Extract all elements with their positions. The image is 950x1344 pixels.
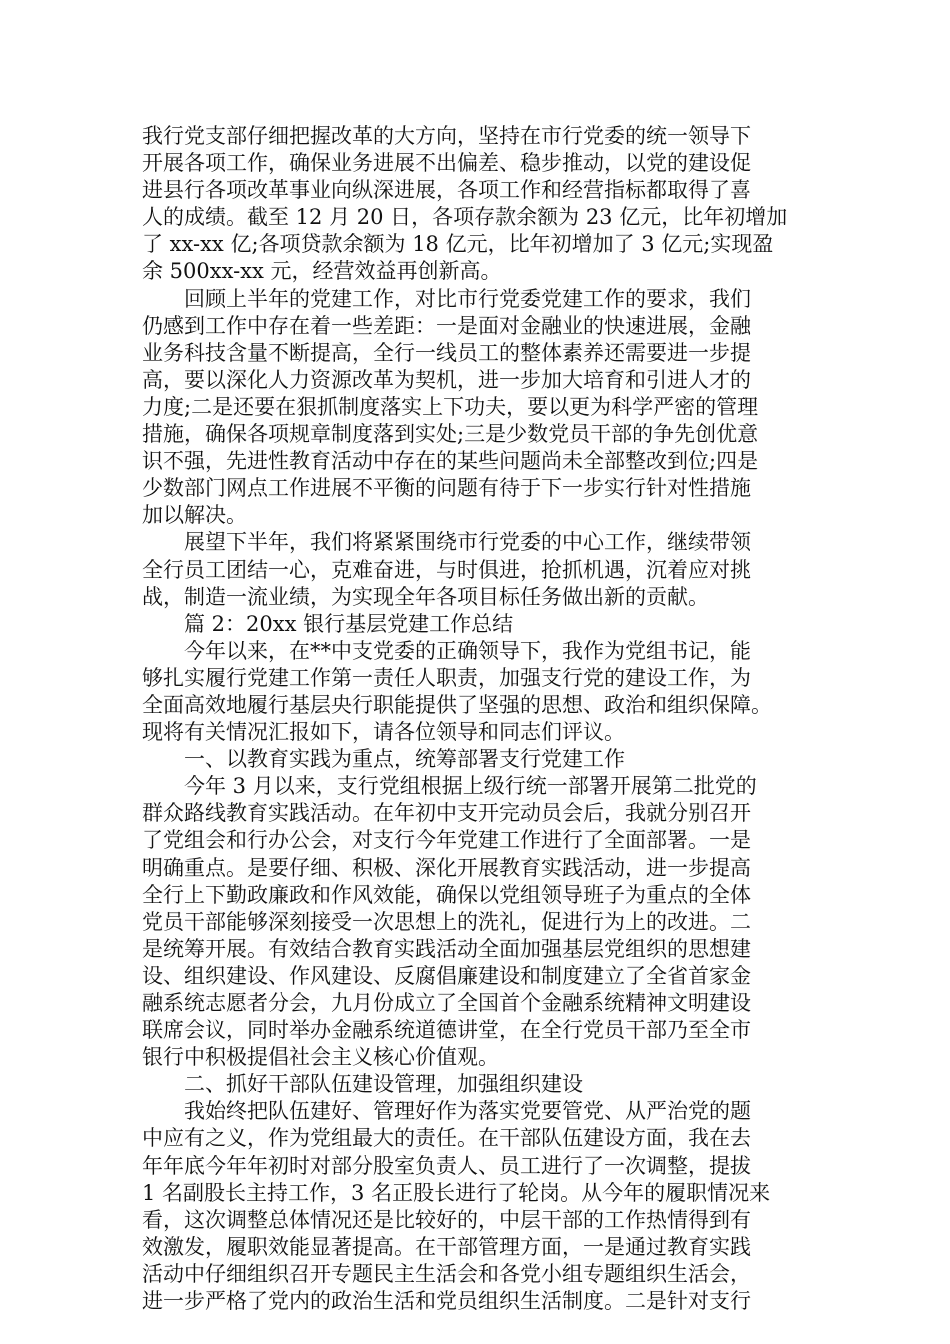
text-line: 今年 3 月以来，支行党组根据上级行统一部署开展第二批党的 (142, 774, 757, 799)
text-line: 融系统志愿者分会，九月份成立了全国首个金融系统精神文明建设 (142, 991, 751, 1015)
text-line: 力度;二是还要在狠抓制度落实上下功夫，要以更为科学严密的管理 (142, 394, 759, 419)
text-line: 识不强，先进性教育活动中存在的某些问题尚未全部整改到位;四是 (142, 449, 759, 474)
text-line: 中应有之义，作为党组最大的责任。在干部队伍建设方面，我在去 (142, 1126, 751, 1151)
text-line: 加以解决。 (142, 503, 247, 528)
text-line: 措施，确保各项规章制度落到实处;三是少数党员干部的争先创优意 (142, 422, 759, 447)
text-line: 现将有关情况汇报如下，请各位领导和同志们评议。 (142, 720, 625, 745)
text-line: 进一步严格了党内的政治生活和党员组织生活制度。二是针对支行 (142, 1289, 751, 1314)
text-line: 我始终把队伍建好、管理好作为落实党要管党、从严治党的题 (142, 1099, 751, 1124)
text-line: 联席会议，同时举办金融系统道德讲堂，在全行党员干部乃至全市 (142, 1018, 751, 1043)
text-line: 一、以教育实践为重点，统筹部署支行党建工作 (142, 747, 625, 772)
text-line: 银行中积极提倡社会主义核心价值观。 (142, 1045, 499, 1070)
text-line: 明确重点。是要仔细、积极、深化开展教育实践活动，进一步提高 (142, 855, 751, 880)
text-line: 人的成绩。截至 12 月 20 日，各项存款余额为 23 亿元，比年初增加 (142, 205, 788, 230)
text-line: 党员干部能够深刻接受一次思想上的洗礼，促进行为上的改进。二 (142, 909, 751, 934)
text-line: 回顾上半年的党建工作，对比市行党委党建工作的要求，我们 (142, 286, 751, 311)
text-line: 仍感到工作中存在着一些差距：一是面对金融业的快速进展，金融 (142, 313, 751, 338)
text-line: 我行党支部仔细把握改革的大方向，坚持在市行党委的统一领导下 (142, 124, 751, 148)
text-line: 全行上下勤政廉政和作风效能，确保以党组领导班子为重点的全体 (142, 882, 751, 907)
text-line: 今年以来，在**中支党委的正确领导下，我作为党组书记，能 (142, 638, 751, 663)
text-line: 够扎实履行党建工作第一责任人职责，加强支行党的建设工作，为 (142, 665, 751, 690)
text-line: 看，这次调整总体情况还是比较好的，中层干部的工作热情得到有 (142, 1207, 751, 1232)
text-line: 开展各项工作，确保业务进展不出偏差、稳步推动，以党的建设促 (142, 151, 751, 176)
text-line: 业务科技含量不断提高，全行一线员工的整体素养还需要进一步提 (142, 340, 751, 365)
text-line: 余 500xx-xx 元，经营效益再创新高。 (142, 259, 502, 284)
text-line: 年年底今年年初时对部分股室负责人、员工进行了一次调整，提拔 (142, 1153, 751, 1178)
text-line: 活动中仔细组织召开专题民主生活会和各党小组专题组织生活会， (142, 1261, 751, 1286)
document-body (142, 123, 814, 1315)
text-line: 进县行各项改革事业向纵深进展，各项工作和经营指标都取得了喜 (142, 178, 751, 203)
text-line: 了党组会和行办公会，对支行今年党建工作进行了全面部署。一是 (142, 828, 751, 853)
text-line: 二、抓好干部队伍建设管理，加强组织建设 (142, 1072, 583, 1097)
text-line: 少数部门网点工作进展不平衡的问题有待于下一步实行针对性措施 (142, 476, 751, 501)
text-line: 设、组织建设、作风建设、反腐倡廉建设和制度建立了全省首家金 (142, 963, 751, 988)
text-line: 了 xx-xx 亿;各项贷款余额为 18 亿元，比年初增加了 3 亿元;实现盈 (142, 232, 774, 257)
text-line: 1 名副股长主持工作，3 名正股长进行了轮岗。从今年的履职情况来 (142, 1180, 771, 1205)
text-line: 战，制造一流业绩，为实现全年各项目标任务做出新的贡献。 (142, 584, 709, 609)
text-line: 全面高效地履行基层央行职能提供了坚强的思想、政治和组织保障。 (142, 692, 772, 717)
text-line: 效激发，履职效能显著提高。在干部管理方面，一是通过教育实践 (142, 1234, 751, 1259)
text-line: 高，要以深化人力资源改革为契机，进一步加大培育和引进人才的 (142, 367, 751, 392)
text-line: 群众路线教育实践活动。在年初中支开完动员会后，我就分别召开 (142, 801, 751, 826)
text-line: 篇 2：20xx 银行基层党建工作总结 (142, 611, 514, 636)
text-line: 是统筹开展。有效结合教育实践活动全面加强基层党组织的思想建 (142, 936, 751, 961)
text-line: 展望下半年，我们将紧紧围绕市行党委的中心工作，继续带领 (142, 530, 751, 555)
text-line: 全行员工团结一心，克难奋进，与时俱进，抢抓机遇，沉着应对挑 (142, 557, 751, 582)
